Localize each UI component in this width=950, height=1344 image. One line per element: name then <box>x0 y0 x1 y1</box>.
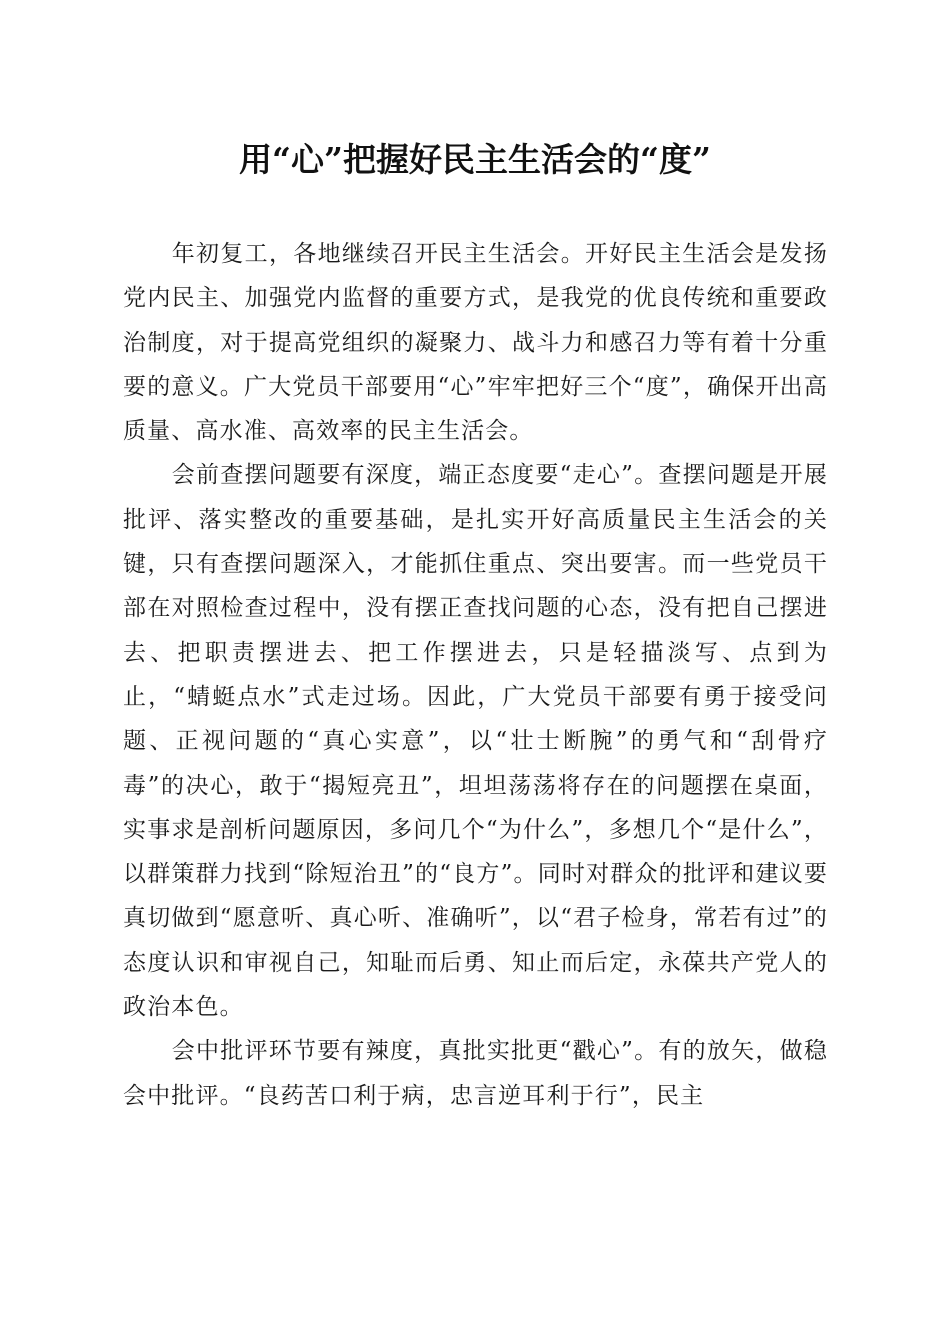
paragraph-intro: 年初复工，各地继续召开民主生活会。开好民主生活会是发扬党内民主、加强党内监督的重要方式，是我党的优良传统和重要政治制度，对于提高党组织的凝聚力、战斗力和感召力等有着十分重要的意义。广大党员干部要用“心”牢牢把好三个“度”，确保开出高质量、高水准、高效率的民主生活会。 <box>123 241 828 445</box>
document-body <box>123 232 828 1118</box>
paragraph-in-meeting: 会中批评环节要有辣度，真批实批更“戳心”。有的放矢，做稳会中批评。“良药苦口利于病，忠言逆耳利于行”，民主 <box>123 1038 828 1109</box>
paragraph-pre-meeting: 会前查摆问题要有深度，端正态度要“走心”。查摆问题是开展批评、落实整改的重要基础，是扎实开好高质量民主生活会的关键，只有查摆问题深入，才能抓住重点、突出要害。而一些党员干部在对照检查过程中，没有摆正查找问题的心态，没有把自己摆进去、把职责摆进去、把工作摆进去，只是轻描淡写、点到为止，“蜻蜓点水”式走过场。因此，广大党员干部要有勇于接受问题、正视问题的“真心实意”，以“壮士断腕”的勇气和“刮骨疗毒”的决心，敢于“揭短亮丑”，坦坦荡荡将存在的问题摆在桌面，实事求是剖析问题原因，多问几个“为什么”，多想几个“是什么”，以群策群力找到“除短治丑”的“良方”。同时对群众的批评和建议要真切做到“愿意听、真心听、准确听”，以“君子检身，常若有过”的态度认识和审视自己，知耻而后勇、知止而后定，永葆共产党人的政治本色。 <box>123 462 828 1021</box>
document-title: 用“心”把握好民主生活会的“度” <box>239 140 711 179</box>
